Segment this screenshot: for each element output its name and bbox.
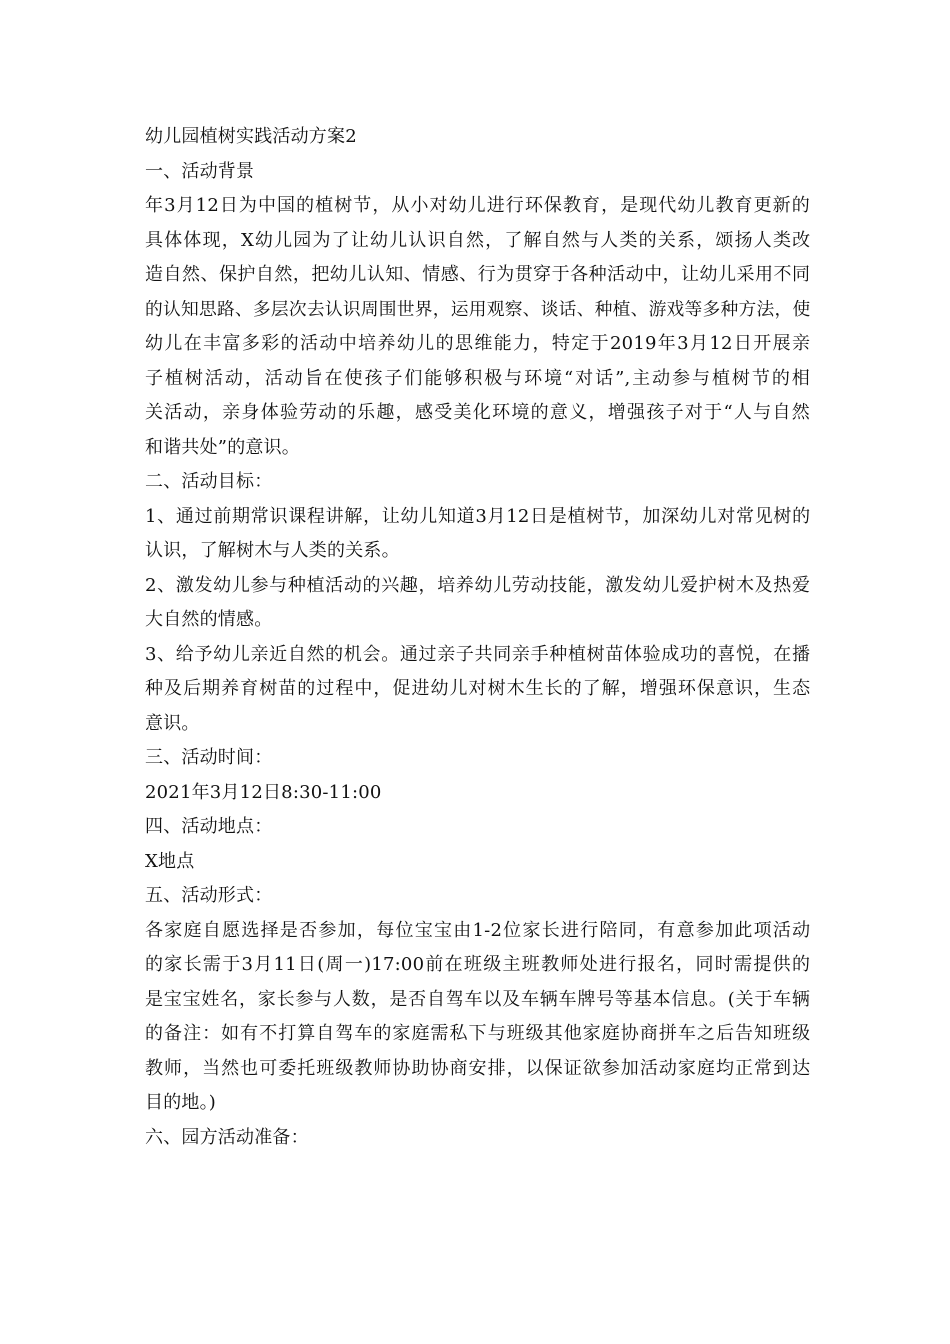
document-line: 认识，了解树木与人类的关系。	[145, 540, 400, 561]
document-line: 幼儿在丰富多彩的活动中培养幼儿的思维能力，特定于2019年3月12日开展亲	[145, 333, 811, 354]
document-line: 五、活动形式：	[145, 885, 273, 906]
document-line: 2、激发幼儿参与种植活动的兴趣，培养幼儿劳动技能，激发幼儿爱护树木及热爱	[145, 574, 811, 596]
document-line: 四、活动地点：	[145, 816, 273, 837]
document-line: 的认知思路、多层次去认识周围世界，运用观察、谈话、种植、游戏等多种方法，使	[145, 299, 811, 320]
document-line: 一、活动背景	[145, 160, 255, 182]
document-line: 3、给予幼儿亲近自然的机会。通过亲子共同亲手种植树苗体验成功的喜悦，在播	[145, 643, 811, 665]
document-line: 关活动，亲身体验劳动的乐趣，感受美化环境的意义，增强孩子对于“人与自然	[145, 402, 810, 423]
document-line: 子植树活动，活动旨在使孩子们能够积极与环境“对话”,主动参与植树节的相	[145, 367, 810, 389]
document-page	[145, 120, 810, 1155]
document-line: 教师，当然也可委托班级教师协助协商安排，以保证欲参加活动家庭均正常到达	[145, 1057, 811, 1079]
document-line: 造自然、保护自然，把幼儿认知、情感、行为贯穿于各种活动中，让幼儿采用不同	[145, 264, 811, 285]
document-line: 各家庭自愿选择是否参加，每位宝宝由1-2位家长进行陪同，有意参加此项活动	[145, 919, 811, 941]
document-line: 二、活动目标：	[145, 471, 273, 492]
document-line: 具体体现，X幼儿园为了让幼儿认识自然，了解自然与人类的关系，颂扬人类改	[145, 229, 811, 251]
document-title: 幼儿园植树实践活动方案2	[145, 126, 357, 147]
document-line: 大自然的情感。	[145, 609, 273, 630]
document-line: 2021年3月12日8:30-11:00	[145, 781, 382, 803]
document-line: 1、通过前期常识课程讲解，让幼儿知道3月12日是植树节，加深幼儿对常见树的	[145, 505, 811, 527]
document-line: 的备注：如有不打算自驾车的家庭需私下与班级其他家庭协商拼车之后告知班级	[145, 1023, 811, 1044]
document-line: X地点	[145, 850, 195, 872]
document-line: 意识。	[145, 712, 200, 734]
document-line: 种及后期养育树苗的过程中，促进幼儿对树木生长的了解，增强环保意识，生态	[145, 678, 811, 699]
document-line: 目的地。)	[145, 1092, 217, 1113]
document-line: 和谐共处”的意识。	[145, 436, 301, 458]
document-line: 是宝宝姓名，家长参与人数，是否自驾车以及车辆车牌号等基本信息。(关于车辆	[145, 988, 811, 1010]
document-line: 三、活动时间：	[145, 747, 273, 768]
document-line: 六、园方活动准备：	[145, 1126, 309, 1148]
document-line: 年3月12日为中国的植树节，从小对幼儿进行环保教育，是现代幼儿教育更新的	[145, 195, 810, 216]
document-body	[145, 155, 810, 1156]
document-line: 的家长需于3月11日(周一)17:00前在班级主班教师处进行报名，同时需提供的	[145, 954, 811, 975]
